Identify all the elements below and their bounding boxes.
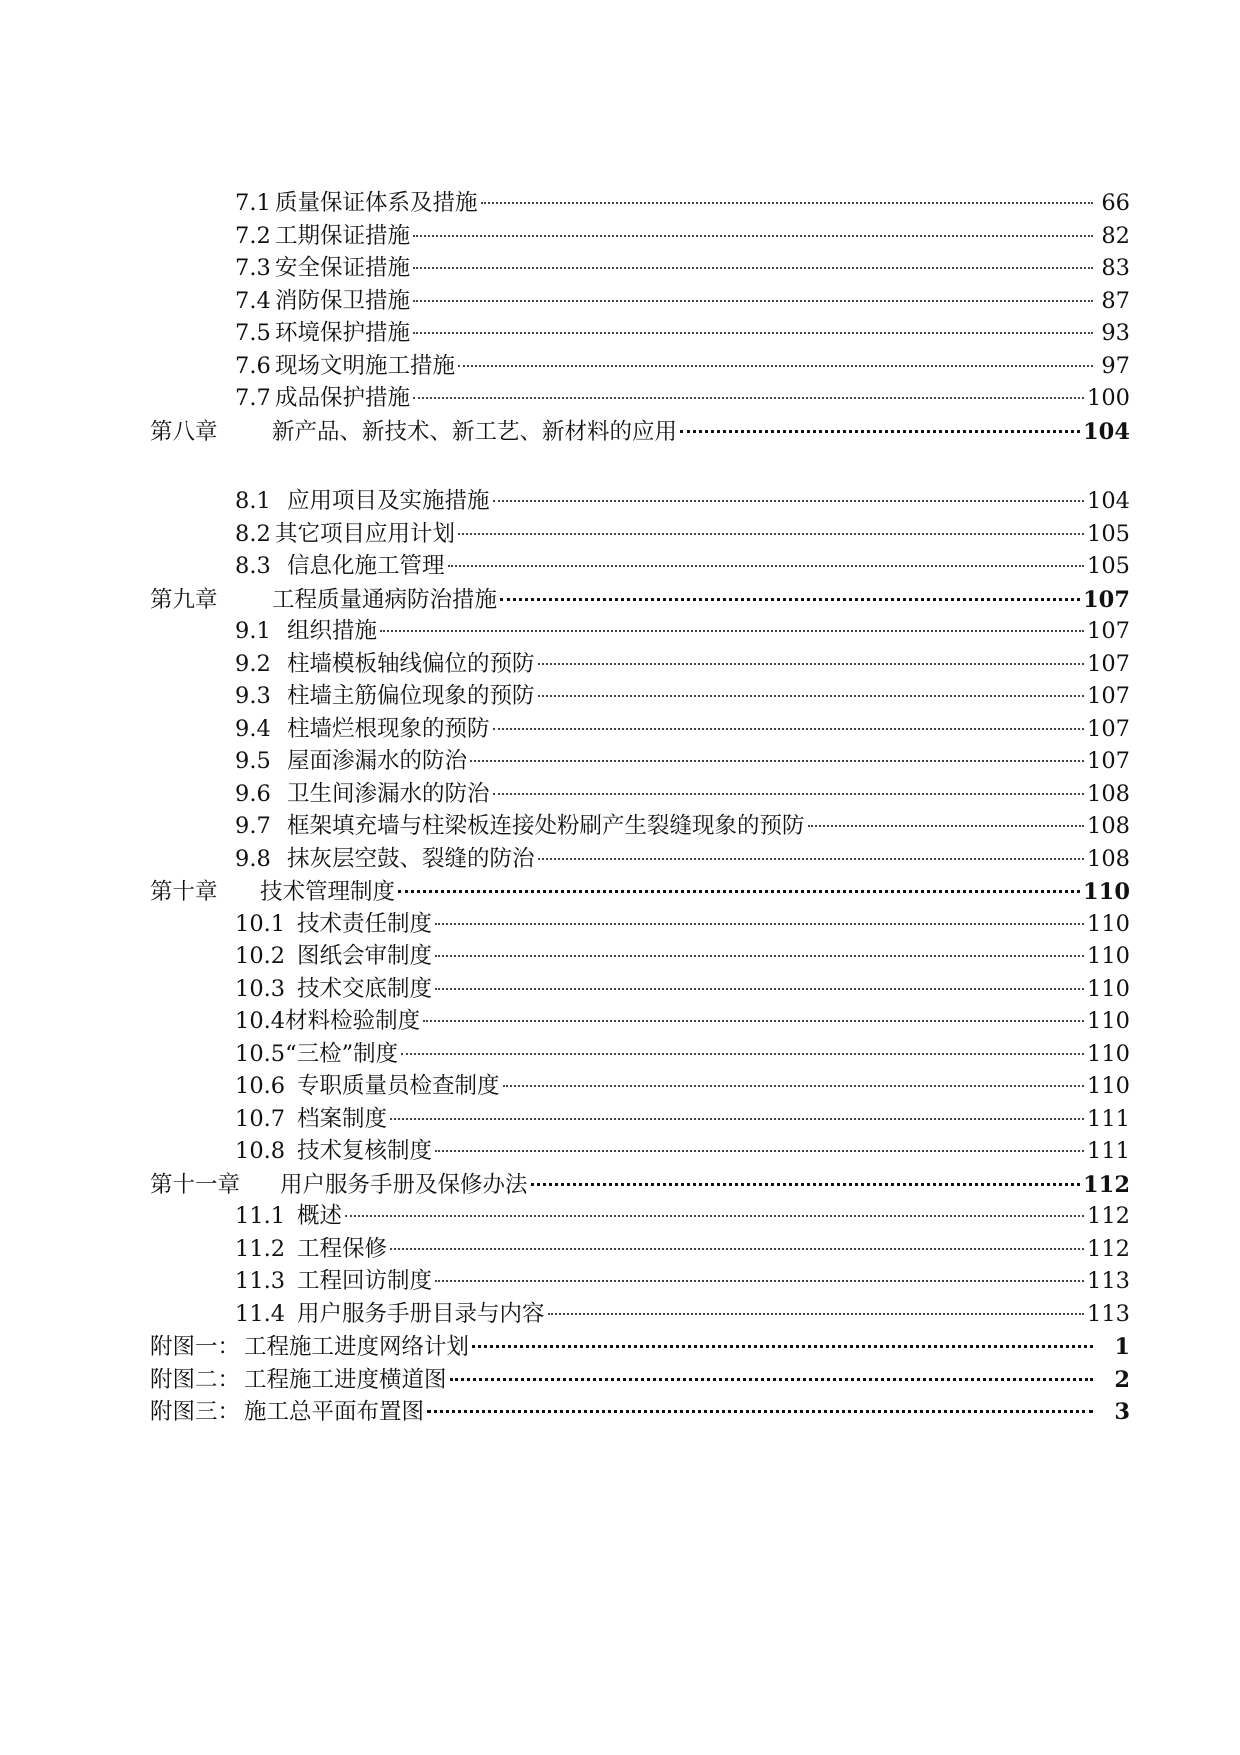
- toc-page-number: 107: [1083, 586, 1130, 613]
- toc-page-number: 104: [1083, 418, 1130, 445]
- toc-entry-number: 9.7: [235, 813, 271, 839]
- toc-entry-number: 10.4: [235, 1008, 286, 1034]
- toc-entry-number: 10.7: [235, 1105, 286, 1132]
- dot-leader: [500, 566, 1080, 601]
- toc-entry-number: 9.8: [235, 845, 271, 872]
- dot-leader: [413, 235, 1093, 269]
- dot-leader: [427, 1378, 1093, 1413]
- dot-leader: [413, 268, 1093, 302]
- toc-page-number: 107: [1087, 748, 1130, 774]
- toc-entry-number: 7.6: [235, 352, 271, 379]
- toc-page-number: 112: [1083, 1171, 1130, 1198]
- toc-entry-number: 附图一：: [150, 1334, 241, 1360]
- toc-entry-title: “三检”制度: [285, 1040, 399, 1067]
- toc-page-number: 66: [1101, 190, 1130, 216]
- toc-entry-number: 附图三：: [150, 1399, 241, 1425]
- toc-chapter-ch8[interactable]: [150, 404, 1130, 445]
- toc-entry-title: 屋面渗漏水的防治: [287, 748, 468, 774]
- toc-entry-title: 工程保修: [297, 1235, 388, 1262]
- toc-entry-number: 9.5: [235, 748, 271, 774]
- toc-entry-number: 10.5: [235, 1040, 286, 1067]
- toc-entry-number: 10.6: [235, 1073, 286, 1099]
- toc-entry-title: 现场文明施工措施: [275, 352, 456, 379]
- toc-entry-title: 柱墙主筋偏位现象的预防: [287, 683, 535, 709]
- toc-page-number: 3: [1114, 1399, 1130, 1425]
- dot-leader: [680, 398, 1080, 433]
- toc-entry-number: 7.2: [235, 222, 271, 249]
- toc-entry-number: 7.7: [235, 385, 271, 411]
- toc-page-number: 108: [1087, 813, 1130, 839]
- toc-entry-title: 技术交底制度: [297, 975, 433, 1002]
- dot-leader: [538, 826, 1085, 860]
- toc-entry-number: 7.4: [235, 287, 271, 314]
- toc-page-number: 2: [1114, 1366, 1130, 1393]
- toc-entry-title: 卫生间渗漏水的防治: [287, 780, 490, 807]
- toc-page-number: 83: [1101, 255, 1130, 281]
- toc-page-number: 87: [1101, 287, 1130, 314]
- dot-leader: [423, 988, 1084, 1022]
- toc-page-number: 110: [1087, 1073, 1130, 1099]
- toc-entry-number: 附图二：: [150, 1366, 241, 1393]
- toc-entry-number: 8.3: [235, 553, 271, 579]
- dot-leader: [503, 1053, 1085, 1087]
- toc-entry-title: 工程回访制度: [297, 1268, 433, 1294]
- toc-page-number: 105: [1087, 520, 1130, 547]
- toc-page-number: 82: [1101, 222, 1130, 249]
- toc-entry-title: 专职质量员检查制度: [297, 1073, 500, 1099]
- toc-entry-title: 消防保卫措施: [275, 287, 411, 314]
- toc-page-number: 112: [1087, 1203, 1130, 1229]
- toc-page-number: 104: [1087, 488, 1130, 514]
- toc-entry-title: 信息化施工管理: [287, 553, 445, 579]
- toc-page-number: 110: [1087, 910, 1130, 937]
- toc-entry-number: 7.1: [235, 190, 271, 216]
- toc-entry-title: 抹灰层空鼓、裂缝的防治: [287, 845, 535, 872]
- dot-leader: [538, 631, 1085, 665]
- dot-leader: [401, 1021, 1084, 1055]
- toc-page-number: 111: [1087, 1105, 1130, 1132]
- toc-entry-title: 档案制度: [297, 1105, 388, 1132]
- toc-entry-number: 9.4: [235, 715, 271, 742]
- toc-entry-title: 柱墙烂根现象的预防: [287, 715, 490, 742]
- toc-page-number: 112: [1087, 1235, 1130, 1262]
- dot-leader: [380, 598, 1084, 632]
- toc-entry-number: 第九章: [150, 586, 218, 613]
- toc-page-number: 110: [1087, 1008, 1130, 1034]
- toc-entry-number: 10.2: [235, 943, 286, 969]
- dot-leader: [413, 300, 1093, 334]
- toc-page-number: 110: [1087, 1040, 1130, 1067]
- toc-entry-title: 其它项目应用计划: [275, 520, 456, 547]
- toc-entry-title: 工期保证措施: [275, 222, 411, 249]
- toc-entry-number: 7.5: [235, 320, 271, 346]
- toc-entry-number: 第十章: [150, 879, 218, 905]
- toc-entry-number: 8.1: [235, 488, 271, 514]
- toc-page-number: 107: [1087, 650, 1130, 677]
- toc-page-number: 113: [1087, 1300, 1130, 1327]
- toc-entry-number: 第十一章: [150, 1171, 241, 1198]
- toc-entry-number: 9.2: [235, 650, 271, 677]
- dot-leader: [458, 333, 1093, 367]
- toc-entry-number: 9.1: [235, 618, 271, 644]
- toc-page-number: 93: [1101, 320, 1130, 346]
- dot-leader: [493, 696, 1085, 730]
- dot-leader: [413, 203, 1093, 237]
- toc-entry-number: 11.2: [235, 1235, 286, 1262]
- toc-page-number: 100: [1087, 385, 1130, 411]
- dot-leader: [413, 365, 1084, 399]
- toc-entry-number: 10.8: [235, 1138, 286, 1164]
- dot-leader: [435, 1118, 1084, 1152]
- toc-entry-title: 技术复核制度: [297, 1138, 433, 1164]
- toc-page-number: 110: [1087, 943, 1130, 969]
- dot-leader: [435, 891, 1084, 925]
- dot-leader: [493, 761, 1085, 795]
- toc-entry-number: 10.3: [235, 975, 286, 1002]
- toc-entry-number: 11.1: [235, 1203, 286, 1229]
- toc-entry-number: 7.3: [235, 255, 271, 281]
- dot-leader: [450, 1346, 1093, 1381]
- toc-entry-title: 用户服务手册目录与内容: [297, 1300, 545, 1327]
- toc-entry-title: 材料检验制度: [285, 1008, 421, 1034]
- toc-entry-title: 图纸会审制度: [297, 943, 433, 969]
- toc-page-number: 97: [1101, 352, 1130, 379]
- toc-entry-number: 第八章: [150, 418, 218, 445]
- dot-leader: [435, 956, 1084, 990]
- toc-entry-title: 成品保护措施: [275, 385, 411, 411]
- dot-leader: [808, 793, 1085, 827]
- toc-page-number: 113: [1087, 1268, 1130, 1294]
- toc-entry-number: 9.3: [235, 683, 271, 709]
- dot-leader: [472, 1313, 1093, 1348]
- dot-leader: [398, 858, 1080, 893]
- dot-leader: [390, 1216, 1084, 1250]
- toc-entry-title: 工程质量通病防治措施: [272, 586, 498, 613]
- table-of-contents: [150, 176, 1130, 1425]
- toc-entry-title: 组织措施: [287, 618, 378, 644]
- toc-entry-title: 工程施工进度网络计划: [244, 1334, 470, 1360]
- toc-entry-number: 11.4: [235, 1300, 286, 1327]
- dot-leader: [470, 728, 1084, 762]
- toc-page-number: 111: [1087, 1138, 1130, 1164]
- dot-leader: [531, 1151, 1081, 1186]
- dot-leader: [390, 1086, 1084, 1120]
- toc-entry-title: 柱墙模板轴线偏位的预防: [287, 650, 535, 677]
- toc-entry-title: 新产品、新技术、新工艺、新材料的应用: [272, 418, 678, 445]
- toc-entry-title: 质量保证体系及措施: [275, 190, 478, 216]
- toc-entry-number: 11.3: [235, 1268, 286, 1294]
- toc-entry-title: 安全保证措施: [275, 255, 411, 281]
- dot-leader: [493, 468, 1085, 502]
- toc-appendix[interactable]: [150, 1384, 1130, 1425]
- toc-page-number: 108: [1087, 845, 1130, 872]
- toc-entry-title: 技术管理制度: [260, 879, 396, 905]
- toc-entry-number: 8.2: [235, 520, 271, 547]
- toc-entry-number: 9.6: [235, 780, 271, 807]
- dot-leader: [458, 501, 1084, 535]
- toc-page-number: 107: [1087, 618, 1130, 644]
- dot-leader: [448, 533, 1085, 567]
- toc-entry-title: 用户服务手册及保修办法: [280, 1171, 528, 1198]
- dot-leader: [548, 1281, 1085, 1315]
- toc-page-number: 107: [1087, 683, 1130, 709]
- toc-entry-title: 框架填充墙与柱梁板连接处粉刷产生裂缝现象的预防: [287, 813, 805, 839]
- toc-entry-title: 施工总平面布置图: [244, 1399, 425, 1425]
- dot-leader: [435, 1248, 1084, 1282]
- toc-entry-title: 环境保护措施: [275, 320, 411, 346]
- toc-entry-title: 概述: [297, 1203, 343, 1229]
- toc-page-number: 108: [1087, 780, 1130, 807]
- dot-leader: [345, 1183, 1084, 1217]
- toc-page-number: 110: [1087, 975, 1130, 1002]
- dot-leader: [538, 663, 1085, 697]
- toc-entry-title: 技术责任制度: [297, 910, 433, 937]
- toc-page-number: 110: [1083, 879, 1130, 905]
- toc-page-number: 105: [1087, 553, 1130, 579]
- toc-page-number: 1: [1114, 1334, 1130, 1360]
- dot-leader: [481, 170, 1093, 204]
- toc-entry-title: 工程施工进度横道图: [244, 1366, 447, 1393]
- toc-entry-title: 应用项目及实施措施: [287, 488, 490, 514]
- toc-page-number: 107: [1087, 715, 1130, 742]
- dot-leader: [435, 923, 1084, 957]
- toc-entry-number: 10.1: [235, 910, 286, 937]
